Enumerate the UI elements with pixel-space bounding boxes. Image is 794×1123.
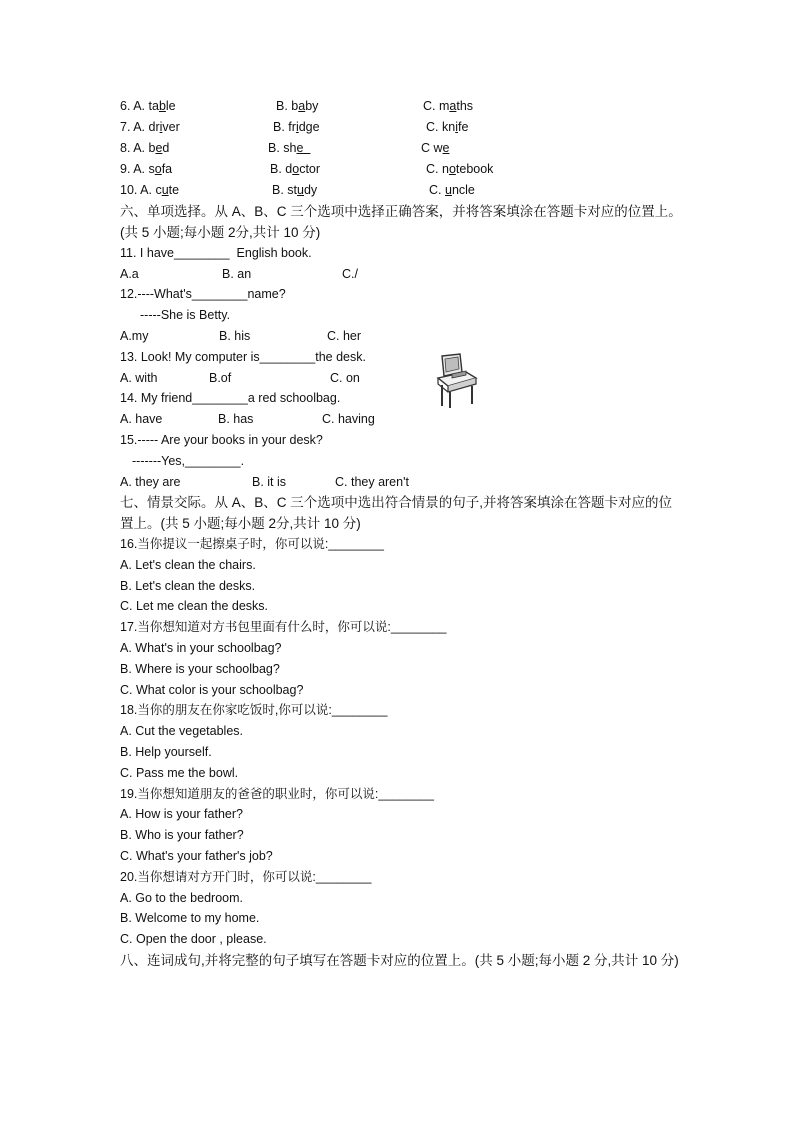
question-19: 19.当你想知道朋友的爸爸的职业时，你可以说:________ [120, 787, 434, 801]
option-c: C. knife [426, 120, 469, 134]
question-17-option-b: B. Where is your schoolbag? [120, 662, 280, 676]
phonics-row-7 [120, 118, 720, 136]
option-a: A. they are [120, 475, 181, 489]
question-15-options [120, 473, 720, 491]
option-c: C. having [322, 412, 375, 426]
option-c: C./ [342, 267, 358, 281]
option-a: 6. A. table [120, 99, 176, 113]
question-11-options [120, 265, 720, 283]
question-17-option-a: A. What's in your schoolbag? [120, 641, 282, 655]
desk-computer-illustration [436, 352, 478, 410]
question-17: 17.当你想知道对方书包里面有什么时，你可以说:________ [120, 620, 447, 634]
question-15-reply: -------Yes,________. [132, 454, 245, 468]
option-b: B. doctor [270, 162, 321, 176]
question-18-option-c: C. Pass me the bowl. [120, 766, 239, 780]
question-11: 11. I have________ English book. [120, 246, 312, 260]
option-b: B.of [209, 371, 232, 385]
option-b: B. it is [252, 475, 287, 489]
option-c: C. her [327, 329, 362, 343]
question-12-options [120, 327, 720, 345]
question-12: 12.----What's________name? [120, 287, 286, 301]
option-a: A. with [120, 371, 158, 385]
option-b: B. an [222, 267, 252, 281]
question-17-option-c: C. What color is your schoolbag? [120, 683, 304, 697]
option-b: B. has [218, 412, 254, 426]
option-c: C. notebook [426, 162, 494, 176]
option-b: B. baby [276, 99, 319, 113]
phonics-row-9 [120, 160, 720, 178]
option-a: 10. A. cute [120, 183, 180, 197]
question-14: 14. My friend________a red schoolbag. [120, 391, 341, 405]
option-c: C we [421, 141, 450, 155]
option-a: 7. A. driver [120, 120, 180, 134]
question-16-option-b: B. Let's clean the desks. [120, 579, 256, 593]
question-16: 16.当你提议一起擦桌子时，你可以说:________ [120, 537, 384, 551]
question-19-option-a: A. How is your father? [120, 807, 243, 821]
question-19-option-c: C. What's your father's job? [120, 849, 273, 863]
question-16-option-c: C. Let me clean the desks. [120, 599, 268, 613]
option-a: 8. A. bed [120, 141, 170, 155]
option-c: C. on [330, 371, 360, 385]
phonics-row-10 [120, 181, 720, 199]
phonics-row-6 [120, 97, 720, 115]
option-c: C. maths [423, 99, 474, 113]
question-18: 18.当你的朋友在你家吃饭时,你可以说:________ [120, 703, 388, 717]
question-19-option-b: B. Who is your father? [120, 828, 244, 842]
question-20-option-b: B. Welcome to my home. [120, 911, 260, 925]
option-a: 9. A. sofa [120, 162, 173, 176]
option-b: B. his [219, 329, 251, 343]
question-13: 13. Look! My computer is________the desk. [120, 350, 366, 364]
option-c: C. they aren't [335, 475, 409, 489]
option-b: B. study [272, 183, 318, 197]
question-13-options [120, 369, 720, 387]
question-20: 20.当你想请对方开门时，你可以说:________ [120, 870, 372, 884]
phonics-row-8 [120, 139, 720, 157]
option-b: B. she [268, 141, 304, 155]
question-16-option-a: A. Let's clean the chairs. [120, 558, 256, 572]
section-6-heading: 六、单项选择。从 A、B、C 三个选项中选择正确答案，并将答案填涂在答题卡对应的位置上。(共 5 小题;每小题 2分,共计 10 分) [120, 204, 682, 240]
option-b: B. fridge [273, 120, 320, 134]
question-20-option-a: A. Go to the bedroom. [120, 891, 243, 905]
question-20-option-c: C. Open the door , please. [120, 932, 267, 946]
section-8-heading: 八、连词成句,并将完整的句子填写在答题卡对应的位置上。(共 5 小题;每小题 2 分,共计 10 分) [120, 953, 679, 968]
option-a: A.my [120, 329, 149, 343]
option-a: A.a [120, 267, 139, 281]
question-14-options [120, 410, 720, 428]
option-a: A. have [120, 412, 163, 426]
option-c: C. uncle [429, 183, 475, 197]
question-15: 15.----- Are your books in your desk? [120, 433, 323, 447]
question-12-reply: -----She is Betty. [140, 308, 231, 322]
question-18-option-b: B. Help yourself. [120, 745, 212, 759]
question-18-option-a: A. Cut the vegetables. [120, 724, 243, 738]
section-7-heading: 七、情景交际。从 A、B、C 三个选项中选出符合情景的句子,并将答案填涂在答题卡对应的位置上。(共 5 小题;每小题 2分,共计 10 分) [120, 495, 673, 531]
